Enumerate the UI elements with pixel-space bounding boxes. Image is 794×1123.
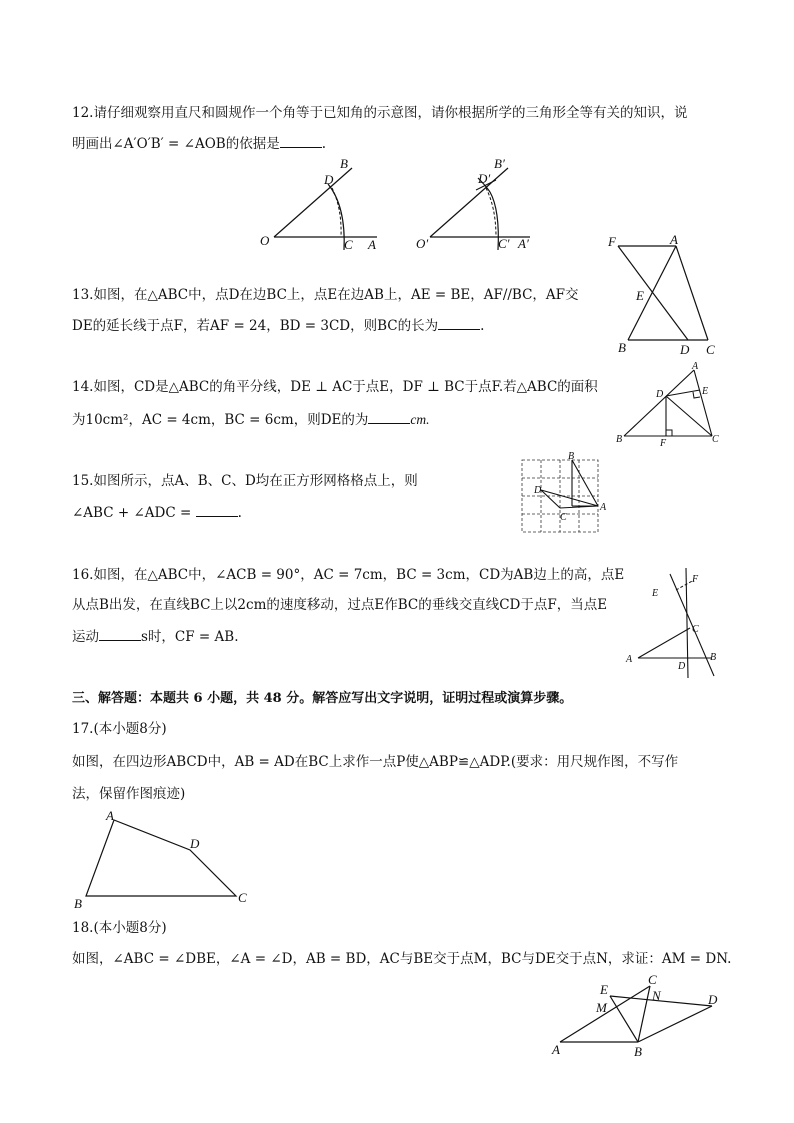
q16-line1: 16.如图，在△ABC中，∠ACB = 90°，AC = 7cm，BC = 3cm，CD为AB边上的高，点E	[72, 567, 625, 583]
q14-label-c: C	[712, 434, 719, 445]
q12-line1: 12.请仔细观察用直尺和圆规作一个角等于已知角的示意图，请你根据所学的三角形全等有关的知识，说	[72, 105, 688, 121]
q16-label-d: D	[678, 661, 686, 672]
q13-label-e: E	[636, 288, 644, 303]
q14-label-d: D	[656, 389, 664, 400]
q15-label-a: A	[600, 502, 607, 513]
q16-answer-blank[interactable]	[99, 626, 141, 641]
q15-grid-figure	[522, 450, 616, 536]
q12-fig2-label-b: B′	[494, 156, 505, 171]
q18-label-a: A	[552, 1042, 560, 1057]
q12-fig1-label-c: C	[344, 237, 353, 252]
q12-line2-end: .	[321, 136, 326, 152]
q13-line2-end: .	[480, 318, 485, 334]
q16-line3-text: 运动	[72, 629, 99, 645]
q14-line1: 14.如图，CD是△ABC的角平分线，DE ⊥ AC于点E，DF ⊥ BC于点F.若△ABC的面积	[72, 379, 598, 395]
q12-line2-text: 明画出∠A′O′B′ = ∠AOB的依据是	[72, 136, 280, 152]
q15-line1: 15.如图所示，点A、B、C、D均在正方形网格格点上，则	[72, 473, 418, 489]
q17-header: 17.(本小题8分)	[72, 721, 167, 737]
q18-label-m: M	[596, 1000, 607, 1015]
q13-label-d: D	[680, 342, 690, 357]
q18-label-b: B	[634, 1044, 642, 1059]
q12-fig1-label-a: A	[368, 237, 376, 252]
q15-answer-blank[interactable]	[196, 502, 238, 517]
q15-line2	[72, 502, 242, 523]
q17-figure	[70, 806, 260, 912]
q16-label-a: A	[626, 654, 633, 665]
q16-figure	[618, 560, 728, 680]
q18-label-n: N	[652, 988, 661, 1003]
q17-line1: 如图，在四边形ABCD中，AB = AD在BC上求作一点P使△ABP≌△ADP.(要求：用尺规作图，不写作	[72, 754, 679, 770]
q17-label-a: A	[106, 808, 114, 823]
q12-fig2-label-c: C′	[498, 236, 510, 251]
q14-answer-blank[interactable]	[368, 409, 410, 424]
q14-line2-end: cm.	[410, 412, 430, 427]
q16-label-b: B	[710, 652, 717, 663]
section-three-heading: 三、解答题：本题共 6 小题，共 48 分。解答应写出文字说明，证明过程或演算步骤。	[72, 691, 573, 706]
q16-line3	[72, 626, 238, 647]
q12-fig2-label-d: D′	[478, 171, 491, 186]
q16-label-f: F	[692, 574, 699, 585]
q13-answer-blank[interactable]	[438, 315, 480, 330]
q13-figure	[600, 230, 730, 360]
q14-line2	[72, 409, 430, 430]
q13-label-c: C	[706, 342, 715, 357]
q18-label-c: C	[648, 972, 657, 987]
q12-figure-2	[410, 150, 550, 255]
q13-label-a: A	[670, 232, 678, 247]
q16-label-e: E	[652, 588, 659, 599]
q12-fig1-label-b: B	[340, 156, 348, 171]
q16-line3-end: s时，CF = AB.	[141, 629, 239, 645]
q14-line2-text: 为10cm²，AC = 4cm，BC = 6cm，则DE的为	[72, 412, 369, 428]
q12-fig1-label-o: O	[260, 233, 270, 248]
q15-label-c: C	[560, 512, 567, 523]
q14-label-a: A	[692, 361, 699, 372]
q12-answer-blank[interactable]	[280, 133, 322, 148]
q18-label-e: E	[600, 982, 608, 997]
q18-header: 18.(本小题8分)	[72, 920, 167, 936]
q14-figure	[612, 362, 728, 448]
q12-figure-1	[250, 150, 400, 255]
q13-label-f: F	[608, 234, 616, 249]
q13-line2-text: DE的延长线于点F，若AF = 24，BD = 3CD，则BC的长为	[72, 318, 439, 334]
q12-fig2-label-o: O′	[416, 236, 429, 251]
q14-label-e: E	[702, 386, 709, 397]
q12-fig2-label-a: A′	[518, 236, 529, 251]
q15-label-d: D	[534, 485, 542, 496]
q16-label-c: C	[692, 624, 699, 635]
q17-label-b: B	[74, 896, 82, 911]
q15-line2-text: ∠ABC + ∠ADC =	[72, 505, 192, 521]
q15-label-b: B	[568, 451, 575, 462]
q13-line2	[72, 315, 484, 336]
q14-label-f: F	[660, 438, 667, 449]
q17-label-c: C	[238, 890, 247, 905]
q17-label-d: D	[190, 836, 200, 851]
q18-figure	[548, 970, 728, 1062]
q17-line2: 法，保留作图痕迹)	[72, 786, 186, 802]
q12-fig1-label-d: D	[324, 172, 334, 187]
q13-line1: 13.如图，在△ABC中，点D在边BC上，点E在边AB上，AE = BE，AF//BC，AF交	[72, 287, 579, 303]
q13-label-b: B	[618, 340, 626, 355]
q16-line2: 从点B出发，在直线BC上以2cm的速度移动，过点E作BC的垂线交直线CD于点F，当点E	[72, 597, 608, 613]
q15-line2-end: .	[237, 505, 242, 521]
q18-line1: 如图，∠ABC = ∠DBE，∠A = ∠D，AB = BD，AC与BE交于点M，BC与DE交于点N，求证：AM = DN.	[72, 951, 732, 967]
q18-label-d: D	[708, 992, 718, 1007]
q14-label-b: B	[616, 434, 623, 445]
